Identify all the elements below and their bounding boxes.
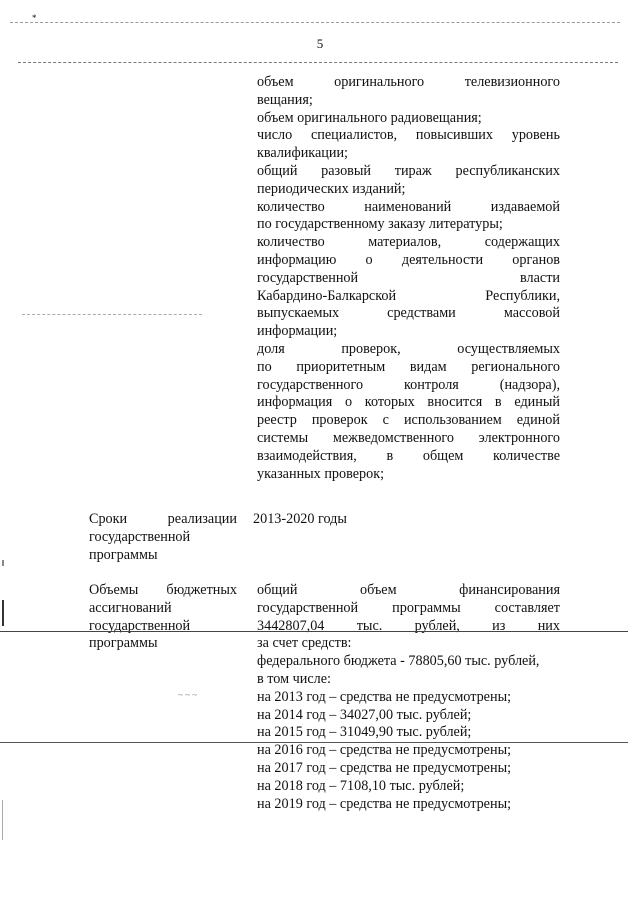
scan-mark: * (32, 13, 37, 23)
indicator-item (257, 127, 560, 163)
indicator-item (257, 341, 560, 483)
terms-label-line: Сроки реализации (89, 511, 237, 527)
scan-separator-line (0, 742, 628, 743)
indicator-line: указанных проверок; (257, 465, 385, 482)
terms-value (253, 511, 560, 529)
funding-line: за счет средств: (257, 635, 352, 652)
funding-line: на 2017 год – средства не предусмотрены; (257, 759, 512, 776)
indicator-line: общий разовый тираж республиканских (257, 162, 560, 179)
funding-line: на 2018 год – 7108,10 тыс. рублей; (257, 777, 465, 794)
indicator-line: объем оригинального телевизионного (257, 74, 560, 90)
funding-label-line: программы (89, 635, 158, 652)
scan-dashed-line (22, 314, 202, 315)
scan-edge-mark (2, 560, 4, 566)
indicator-line: информацию о деятельности органов (257, 251, 560, 268)
indicator-item (257, 199, 560, 235)
indicator-line: по государственному заказу литературы; (257, 216, 503, 233)
funding-line: на 2016 год – средства не предусмотрены; (257, 742, 512, 759)
scan-edge-mark (2, 600, 4, 626)
indicator-line: системы межведомственного электронного (257, 429, 560, 446)
indicator-line: доля проверок, осуществляемых (257, 340, 560, 357)
funding-line: на 2019 год – средства не предусмотрены; (257, 795, 512, 812)
indicator-line: Кабардино-Балкарской Республики, (257, 287, 560, 304)
funding-label (89, 582, 237, 653)
indicator-line: государственной власти (257, 269, 560, 286)
indicator-line: количество материалов, содержащих (257, 234, 560, 251)
indicator-line: реестр проверок с использованием единой (257, 412, 560, 429)
funding-line: федерального бюджета - 78805,60 тыс. рублей, (257, 653, 540, 670)
indicator-line: государственного контроля (надзора), (257, 376, 560, 393)
indicator-line: объем оригинального радиовещания; (257, 109, 482, 126)
page-number: 5 (316, 36, 324, 51)
funding-line: государственной программы составляет (257, 599, 560, 616)
funding-line: на 2015 год – 31049,90 тыс. рублей; (257, 724, 472, 741)
indicator-item (257, 110, 560, 128)
indicator-item (257, 163, 560, 199)
terms-label (89, 511, 237, 564)
indicator-item (257, 74, 560, 110)
indicator-line: взаимодействия, в общем количестве (257, 447, 560, 464)
funding-line: в том числе: (257, 670, 331, 687)
funding-line: на 2013 год – средства не предусмотрены; (257, 688, 512, 705)
scan-dashed-line (10, 22, 620, 23)
scan-dashed-line (18, 62, 618, 63)
terms-value-text: 2013-2020 годы (253, 511, 347, 527)
funding-line: на 2014 год – 34027,00 тыс. рублей; (257, 706, 472, 723)
indicator-line: вещания; (257, 91, 313, 108)
funding-line: 3442807,04 тыс. рублей, из них (257, 617, 560, 634)
funding-label-line: ассигнований (89, 599, 172, 616)
funding-details (257, 582, 560, 813)
indicator-line: периодических изданий; (257, 180, 406, 197)
indicator-line: квалификации; (257, 145, 348, 162)
indicator-line: выпускаемых средствами массовой (257, 305, 560, 322)
indicator-item (257, 234, 560, 341)
terms-label-line: программы (89, 546, 158, 563)
indicator-line: информация о которых вносится в единый (257, 394, 560, 411)
funding-label-line: государственной (89, 617, 191, 634)
scan-edge-mark (2, 800, 3, 840)
funding-line: общий объем финансирования (257, 582, 560, 598)
indicator-line: по приоритетным видам регионального (257, 358, 560, 375)
indicator-line: число специалистов, повысивших уровень (257, 127, 560, 144)
indicators-list (257, 74, 560, 483)
indicator-line: информации; (257, 323, 338, 340)
scan-separator-line (0, 631, 628, 632)
indicator-line: количество наименований издаваемой (257, 198, 560, 215)
terms-label-line: государственной (89, 528, 191, 545)
scan-smudge: ~ ~ ~ (178, 690, 198, 700)
funding-label-line: Объемы бюджетных (89, 582, 237, 598)
